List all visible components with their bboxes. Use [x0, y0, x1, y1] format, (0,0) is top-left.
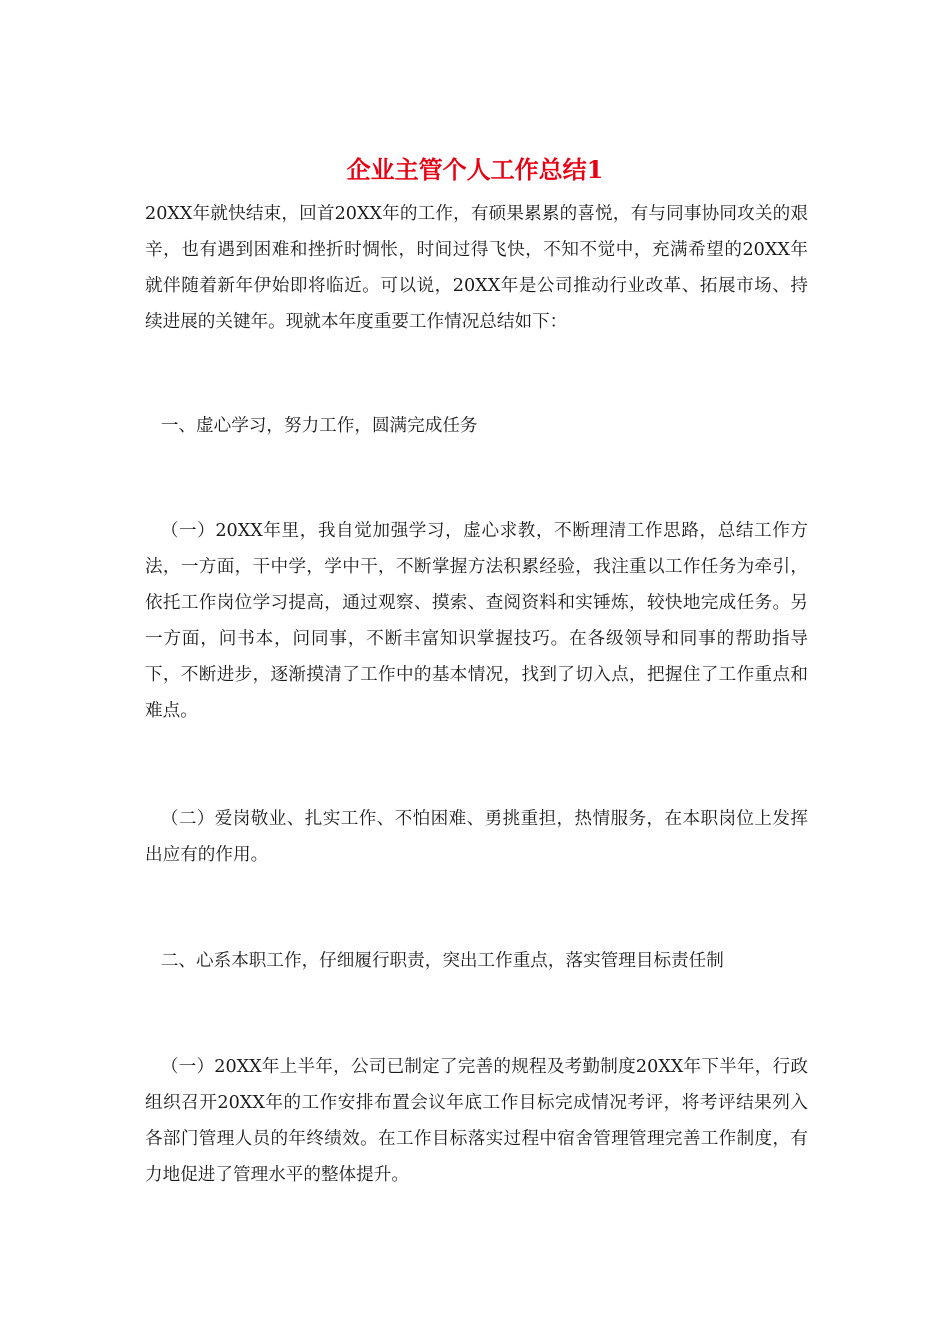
document-title: 企业主管个人工作总结1 [346, 155, 604, 184]
paragraph-1-2: （二）爱岗敬业、扎实工作、不怕困难、勇挑重担，热情服务，在本职岗位上发挥出应有的作用。 [145, 809, 808, 865]
intro-paragraph: 20XX年就快结束，回首20XX年的工作，有硕果累累的喜悦，有与同事协同攻关的艰辛，也有遇到困难和挫折时惆怅，时间过得飞快，不知不觉中，充满希望的20XX年就伴随着新年伊始即将临近。可以说，20XX年是公司推动行业改革、拓展市场、持续进展的关键年。现就本年度重要工作情况总结如下： [145, 204, 808, 332]
section-heading-1: 一、虚心学习，努力工作，圆满完成任务 [160, 416, 478, 436]
paragraph-1-1: （一）20XX年里，我自觉加强学习，虚心求教，不断理清工作思路，总结工作方法，一方面，干中学，学中干，不断掌握方法积累经验，我注重以工作任务为牵引，依托工作岗位学习提高，通过观察、摸索、查阅资料和实锤炼，较快地完成任务。另一方面，问书本，问同事，不断丰富知识掌握技巧。在各级领导和同事的帮助指导下，不断进步，逐渐摸清了工作中的基本情况，找到了切入点，把握住了工作重点和难点。 [145, 521, 808, 721]
section-heading-2: 二、心系本职工作，仔细履行职责，突出工作重点，落实管理目标责任制 [160, 951, 724, 971]
paragraph-2-1: （一）20XX年上半年，公司已制定了完善的规程及考勤制度20XX年下半年，行政组织召开20XX年的工作安排布置会议年底工作目标完成情况考评，将考评结果列入各部门管理人员的年终绩效。在工作目标落实过程中宿舍管理管理完善工作制度，有力地促进了管理水平的整体提升。 [145, 1057, 808, 1185]
